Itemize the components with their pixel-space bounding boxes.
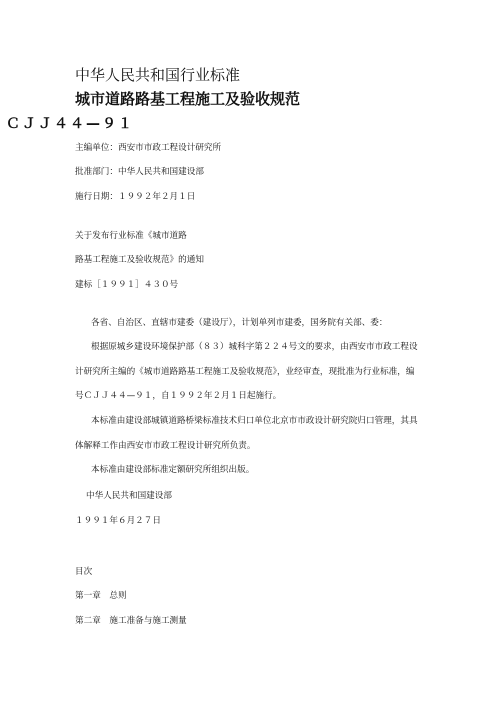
notice-date: １９９１年６月２７日 [75, 516, 161, 526]
notice-title-line-2: 路基工程施工及验收规范》的通知 [75, 255, 204, 265]
doc-title: 城市道路路基工程施工及验收规范 [75, 90, 301, 108]
notice-salutation: 各省、自治区、直辖市建委（建设厅），计划单列市建委，国务院有关部、委： [91, 318, 388, 328]
toc-item: 第二章 施工准备与施工测量 [75, 616, 187, 626]
editor-unit: 主编单位：西安市市政工程设计研究所 [75, 143, 222, 153]
effective-date: 施行日期：１９９２年２月１日 [75, 192, 196, 202]
notice-body-line: 号ＣＪＪ４４—９１，自１９９２年２月１日起施行。 [75, 391, 282, 401]
notice-doc-number: 建标［１９９１］４３０号 [75, 280, 179, 290]
toc-item: 第一章 总则 [75, 591, 127, 601]
notice-body-line: 体解释工作由西安市市政工程设计研究所负责。 [75, 441, 256, 451]
standard-code: ＣＪＪ４４—９１ [6, 116, 134, 132]
notice-title-line-1: 关于发布行业标准《城市道路 [75, 231, 187, 241]
toc-heading: 目次 [75, 567, 93, 577]
notice-signer: 中华人民共和国建设部 [86, 491, 172, 501]
notice-body-line: 计研究所主编的《城市道路路基工程施工及验收规范》，业经审查，现批准为行业标准，编 [75, 367, 415, 377]
notice-body-line: 本标准由建设部城镇道路桥梁标准技术归口单位北京市市政设计研究院归口管理，其具 [91, 416, 418, 426]
notice-body-line: 本标准由建设部标准定额研究所组织出版。 [91, 465, 255, 475]
org-title: 中华人民共和国行业标准 [75, 66, 241, 84]
notice-body-line: 根据原城乡建设环境保护部（８３）城科字第２２４号文的要求，由西安市市政工程设 [91, 342, 418, 352]
approving-department: 批准部门：中华人民共和国建设部 [75, 167, 204, 177]
